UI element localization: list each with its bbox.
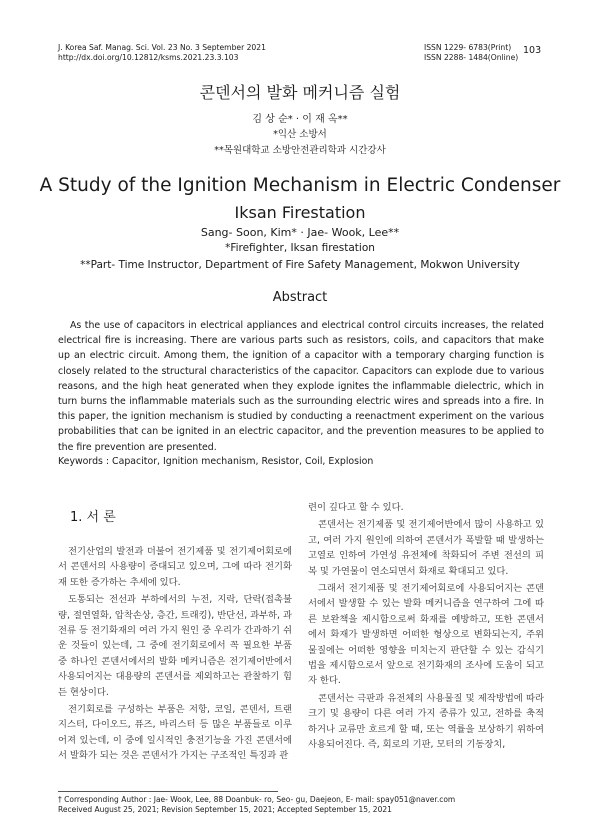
received-dates: Received August 25, 2021; Revision September 15, 2021; Accepted September 15, 2021 xyxy=(58,804,392,814)
english-title-line1: A Study of the Ignition Mechanism in Electric Condenser xyxy=(39,175,561,196)
paragraph-continuation: 련이 깊다고 할 수 있다. xyxy=(308,502,404,513)
paragraph: 도통되는 전선과 부하에서의 누전, 지락, 단락(접촉불량, 절연열화, 압착손상, 층간, 트래킹), 반단선, 과부하, 과전류 등 전기화재의 여러 가지 원인 중 우리가 간과하기 쉬운 것들이 있는데, 그 중에 전기회로에서 꼭 필요한 부품 중 하나인 콘덴서에서의 발화 메커니즘은 전기제어반에서 사용되어지는 대용량의 콘덴서를 제외하고는 관찰하기 힘든 현상이다. xyxy=(58,594,292,698)
keywords: Keywords : Capacitor, Ignition mechanism, Resistor, Coil, Explosion xyxy=(58,456,374,467)
section-heading-introduction: 1. 서 론 xyxy=(70,510,116,525)
footnote xyxy=(58,795,455,814)
issn-block xyxy=(424,43,518,62)
paragraph: 전기산업의 발전과 더불어 전기제품 및 전기제어회로에서 콘덴서의 사용량이 증대되고 있으며, 그에 따라 전기화재 또한 증가하는 추세에 있다. xyxy=(58,546,292,588)
issn-print: ISSN 1229- 6783(Print) xyxy=(424,43,512,52)
right-column xyxy=(308,500,544,755)
paragraph: 전기회로를 구성하는 부품은 저항, 코일, 콘덴서, 트랜지스터, 다이오드, 퓨즈, 바리스터 등 많은 부품들로 이루어져 있는데, 이 중에 일시적인 충전기능을 가진 콘덴서에서 발화가 되는 것은 콘덴서가 가지는 구조적인 특징과 관 xyxy=(58,704,292,762)
korean-affiliation-1: *익산 소방서 xyxy=(273,129,327,140)
korean-affiliation-2: **목원대학교 소방안전관리학과 시간강사 xyxy=(214,145,386,156)
paragraph: 콘덴서는 극판과 유전체의 사용물질 및 제작방법에 따라 크기 및 용량이 다른 여러 가지 종류가 있고, 전하를 축적하거나 교류만 흐르게 할 때, 또는 역률을 보상하기 위하여 사용되어진다. 즉, 회로의 기판, 모터의 기동장치, xyxy=(308,692,544,751)
abstract-text: As the use of capacitors in electrical appliances and electrical control circuits increases, the related electrical fire is increasing. There are various parts such as resistors, coils, and capacitors that make up an electric circuit. Among them, the ignition of a capacitor with a temporary charging function is closely related to the structural characteristics of the capacitor. Capacitors can explode due to various reasons, and the high heat generated when they explode ignites the inflammable dielectric, which in turn burns the inflammable materials such as the surrounding electric wires and spreads into a fire. In this paper, the ignition mechanism is studied by conducting a reenactment experiment on the various probabilities that can be ignited in an electric capacitor, and the prevention measures to be applied to the fire prevention are presented. xyxy=(58,320,544,453)
paragraph: 콘덴서는 전기제품 및 전기제어반에서 많이 사용하고 있고, 여러 가지 원인에 의하여 콘덴서가 폭발할 때 발생하는 고열로 인하여 가연성 유전체에 착화되어 주변 전선의 피복 및 가연물이 연소되면서 화재로 확대되고 있다. xyxy=(308,519,544,577)
english-affiliation-1: *Firefighter, Iksan firestation xyxy=(225,242,375,254)
abstract-heading: Abstract xyxy=(272,290,328,305)
english-affiliation-2: **Part- Time Instructor, Department of Fire Safety Management, Mokwon University xyxy=(80,259,520,271)
journal-citation: J. Korea Saf. Manag. Sci. Vol. 23 No. 3 September 2021 xyxy=(58,43,266,52)
english-title-line2: Iksan Firestation xyxy=(234,203,366,222)
english-authors: Sang- Soon, Kim* · Jae- Wook, Lee** xyxy=(200,226,400,239)
doi-link[interactable]: http://dx.doi.org/10.12812/ksms.2021.23.3.103 xyxy=(58,52,239,62)
left-column xyxy=(58,544,292,766)
footnote-divider xyxy=(58,791,278,792)
page-number: 103 xyxy=(523,45,542,56)
paragraph: 그래서 전기제품 및 전기제어회로에 사용되어지는 콘덴서에서 발생할 수 있는 발화 메커니즘을 연구하여 그에 따른 보완책을 제시함으로써 화재를 예방하고, 또한 콘덴서에서 화재가 발생하면 어떠한 형상으로 변화되는지, 주위 물질에는 어떠한 영향을 미치는지 판단할 수 있는 감식기법을 제시함으로서 앞으로 전기화재의 조사에 도움이 되고자 한다. xyxy=(308,583,544,687)
journal-header xyxy=(58,43,266,62)
corresponding-author: † Corresponding Author : Jae- Wook, Lee, 88 Doanbuk- ro, Seo- gu, Daejeon, E- mail: spay051@naver.com xyxy=(58,795,456,804)
korean-title: 콘덴서의 발화 메커니즘 실험 xyxy=(199,83,401,102)
korean-authors: 김 상 순* · 이 재 옥** xyxy=(252,114,348,125)
issn-online: ISSN 2288- 1484(Online) xyxy=(424,52,519,62)
